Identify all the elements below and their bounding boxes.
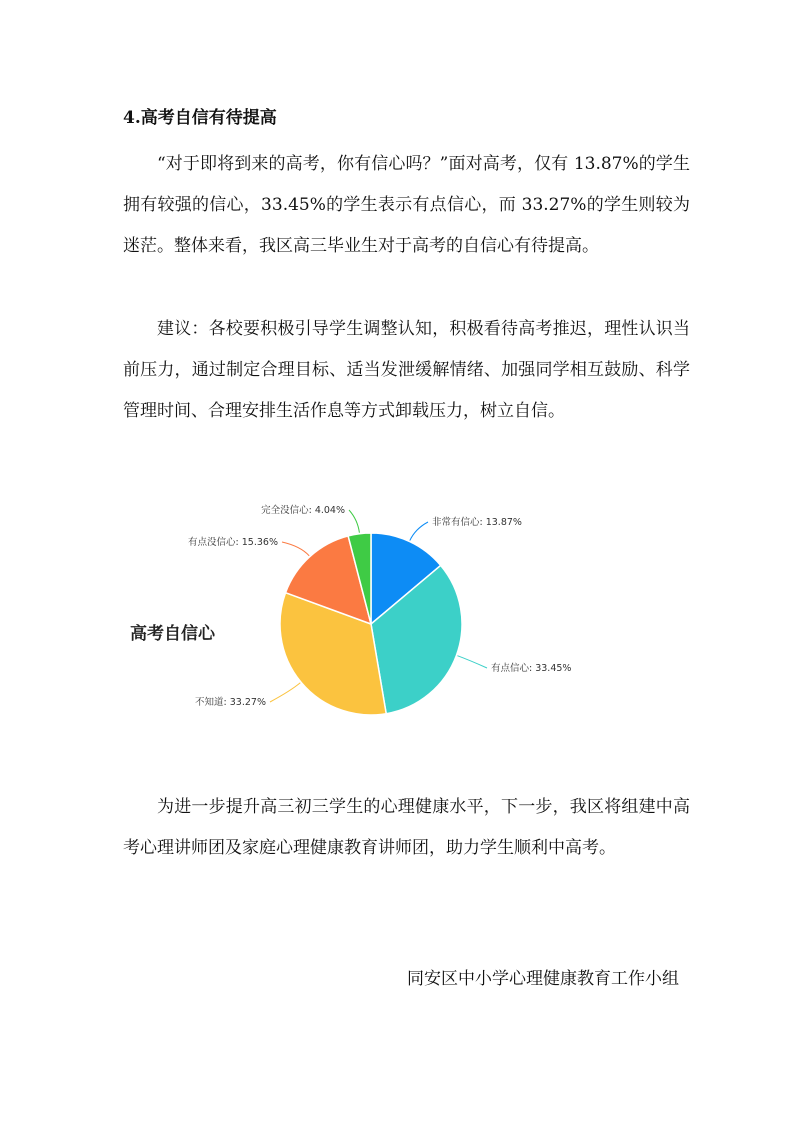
paragraph-next-steps: 为进一步提升高三初三学生的心理健康水平，下一步，我区将组建中高考心理讲师团及家庭心理健康教育讲师团，助力学生顺利中高考。 bbox=[123, 797, 690, 858]
chart-title: 高考自信心 bbox=[130, 624, 215, 644]
pie-slice-4 bbox=[286, 536, 371, 624]
signature: 同安区中小学心理健康教育工作小组 bbox=[407, 969, 679, 989]
pie-slice-2 bbox=[371, 565, 462, 713]
section-heading: 4.高考自信有待提高 bbox=[123, 108, 277, 128]
leader-line-3 bbox=[270, 683, 300, 702]
leader-line-4 bbox=[282, 542, 309, 556]
leader-line-5 bbox=[349, 510, 359, 533]
paragraph-confidence-results: “对于即将到来的高考，你有信心吗？”面对高考，仅有 13.87%的学生拥有较强的信心，33.45%的学生表示有点信心，而 33.27%的学生则较为迷茫。整体来看，我区高三毕业生对于高考的自信心有待提高。 bbox=[123, 154, 690, 256]
pie-slice-5 bbox=[348, 533, 371, 624]
slice-label-4: 有点没信心: 15.36% bbox=[188, 537, 278, 548]
leader-line-2 bbox=[457, 656, 487, 668]
slice-label-3: 不知道: 33.27% bbox=[195, 697, 266, 708]
slice-label-5: 完全没信心: 4.04% bbox=[261, 505, 345, 516]
slice-label-2: 有点信心: 33.45% bbox=[491, 663, 572, 674]
paragraph-suggestions: 建议：各校要积极引导学生调整认知，积极看待高考推迟，理性认识当前压力，通过制定合理目标、适当发泄缓解情绪、加强同学相互鼓励、科学管理时间、合理安排生活作息等方式卸载压力，树立自信。 bbox=[123, 319, 690, 421]
leader-line-1 bbox=[410, 522, 428, 541]
slice-label-1: 非常有信心: 13.87% bbox=[432, 517, 522, 528]
pie-slice-1 bbox=[371, 533, 441, 624]
pie-slice-3 bbox=[280, 593, 386, 715]
